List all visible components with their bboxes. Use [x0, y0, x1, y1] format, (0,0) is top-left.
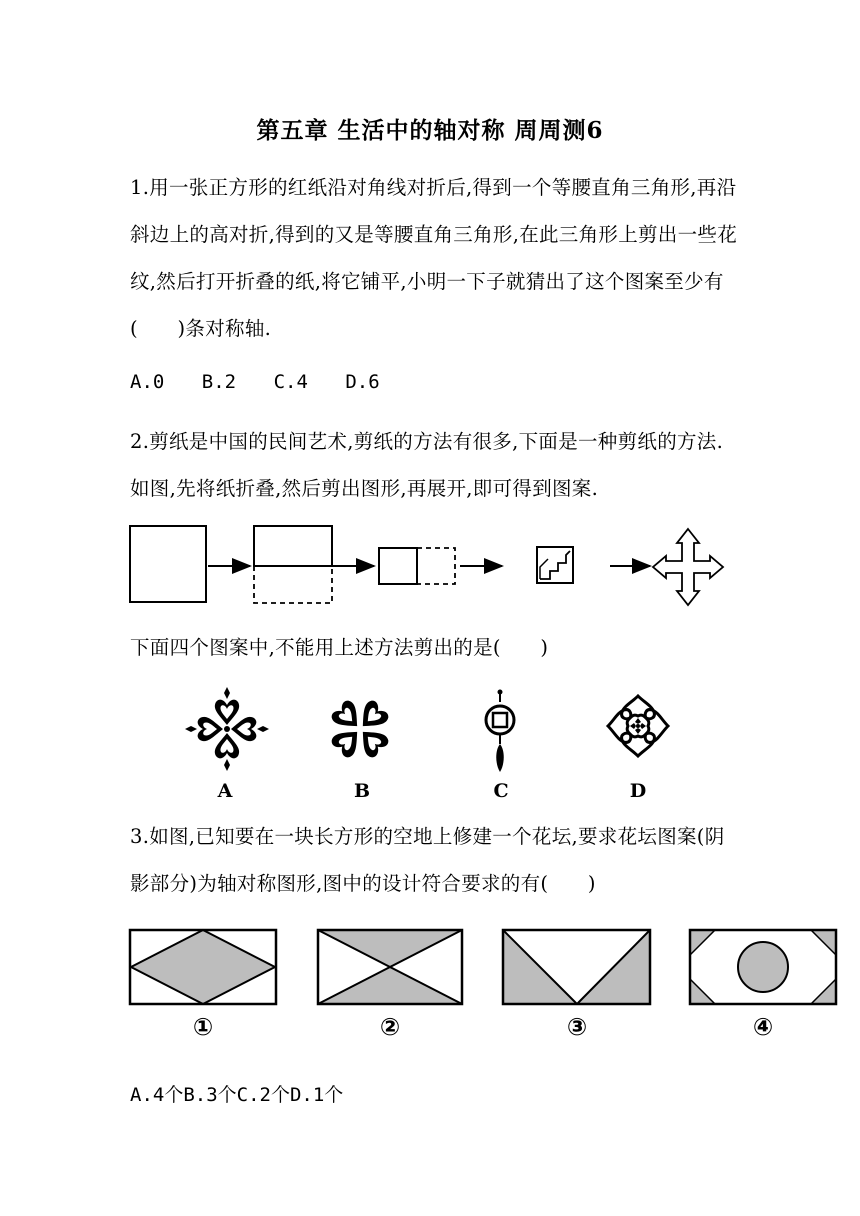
step4-cut-piece — [537, 547, 573, 583]
design-2 — [318, 930, 462, 1004]
design-4 — [690, 930, 836, 1004]
design-3 — [503, 930, 650, 1004]
pattern-b — [329, 698, 390, 759]
question-1-options — [130, 371, 406, 393]
design-label-2: ② — [379, 1013, 401, 1041]
step2-rect — [254, 526, 332, 566]
pattern-label-c: C — [493, 780, 509, 802]
question-3-text: 3.如图,已知要在一块长方形的空地上修建一个花坛,要求花坛图案(阴影部分)为轴对称图形,图中的设计符合要求的有( ) — [130, 825, 725, 895]
paper-cut-patterns — [0, 688, 860, 778]
question-3-options: A.4个B.3个C.2个D.1个 — [130, 1084, 344, 1106]
flowerbed-designs — [0, 928, 860, 1008]
question-1-text: 1.用一张正方形的红纸沿对角线对折后,得到一个等腰直角三角形,再沿斜边上的高对折,得到的又是等腰直角三角形,在此三角形上剪出一些花纹,然后打开折叠的纸,将它铺平,小明一下子就猜出了这个图案至少有( )条对称轴. — [130, 176, 737, 340]
option-a: A.0 — [130, 371, 165, 393]
question-2-text: 2.剪纸是中国的民间艺术,剪纸的方法有很多,下面是一种剪纸的方法.如图,先将纸折叠,然后剪出图形,再展开,即可得到图案. — [130, 430, 724, 500]
question-2-prompt: 下面四个图案中,不能用上述方法剪出的是( ) — [130, 636, 549, 659]
pattern-a — [185, 687, 269, 771]
option-c: C.4 — [273, 371, 308, 393]
design-1 — [130, 930, 276, 1004]
pattern-c — [486, 690, 514, 773]
option-b: B.2 — [201, 371, 237, 393]
pattern-label-d: D — [629, 780, 647, 802]
pattern-d — [608, 696, 668, 756]
folding-steps-figure — [0, 515, 860, 615]
step5-cross-arrow — [653, 529, 723, 605]
step1-square — [130, 526, 206, 602]
step3-dashed — [417, 548, 455, 584]
page-title: 第五章 生活中的轴对称 周周测6 — [256, 117, 604, 144]
step2-dashed — [254, 566, 332, 603]
design-label-3: ③ — [566, 1013, 588, 1041]
pattern-label-a: A — [217, 780, 233, 802]
design-label-4: ④ — [752, 1013, 774, 1041]
step3-square — [379, 548, 417, 584]
pattern-label-b: B — [353, 780, 371, 802]
option-d: D.6 — [345, 371, 380, 393]
design-label-1: ① — [192, 1013, 214, 1041]
